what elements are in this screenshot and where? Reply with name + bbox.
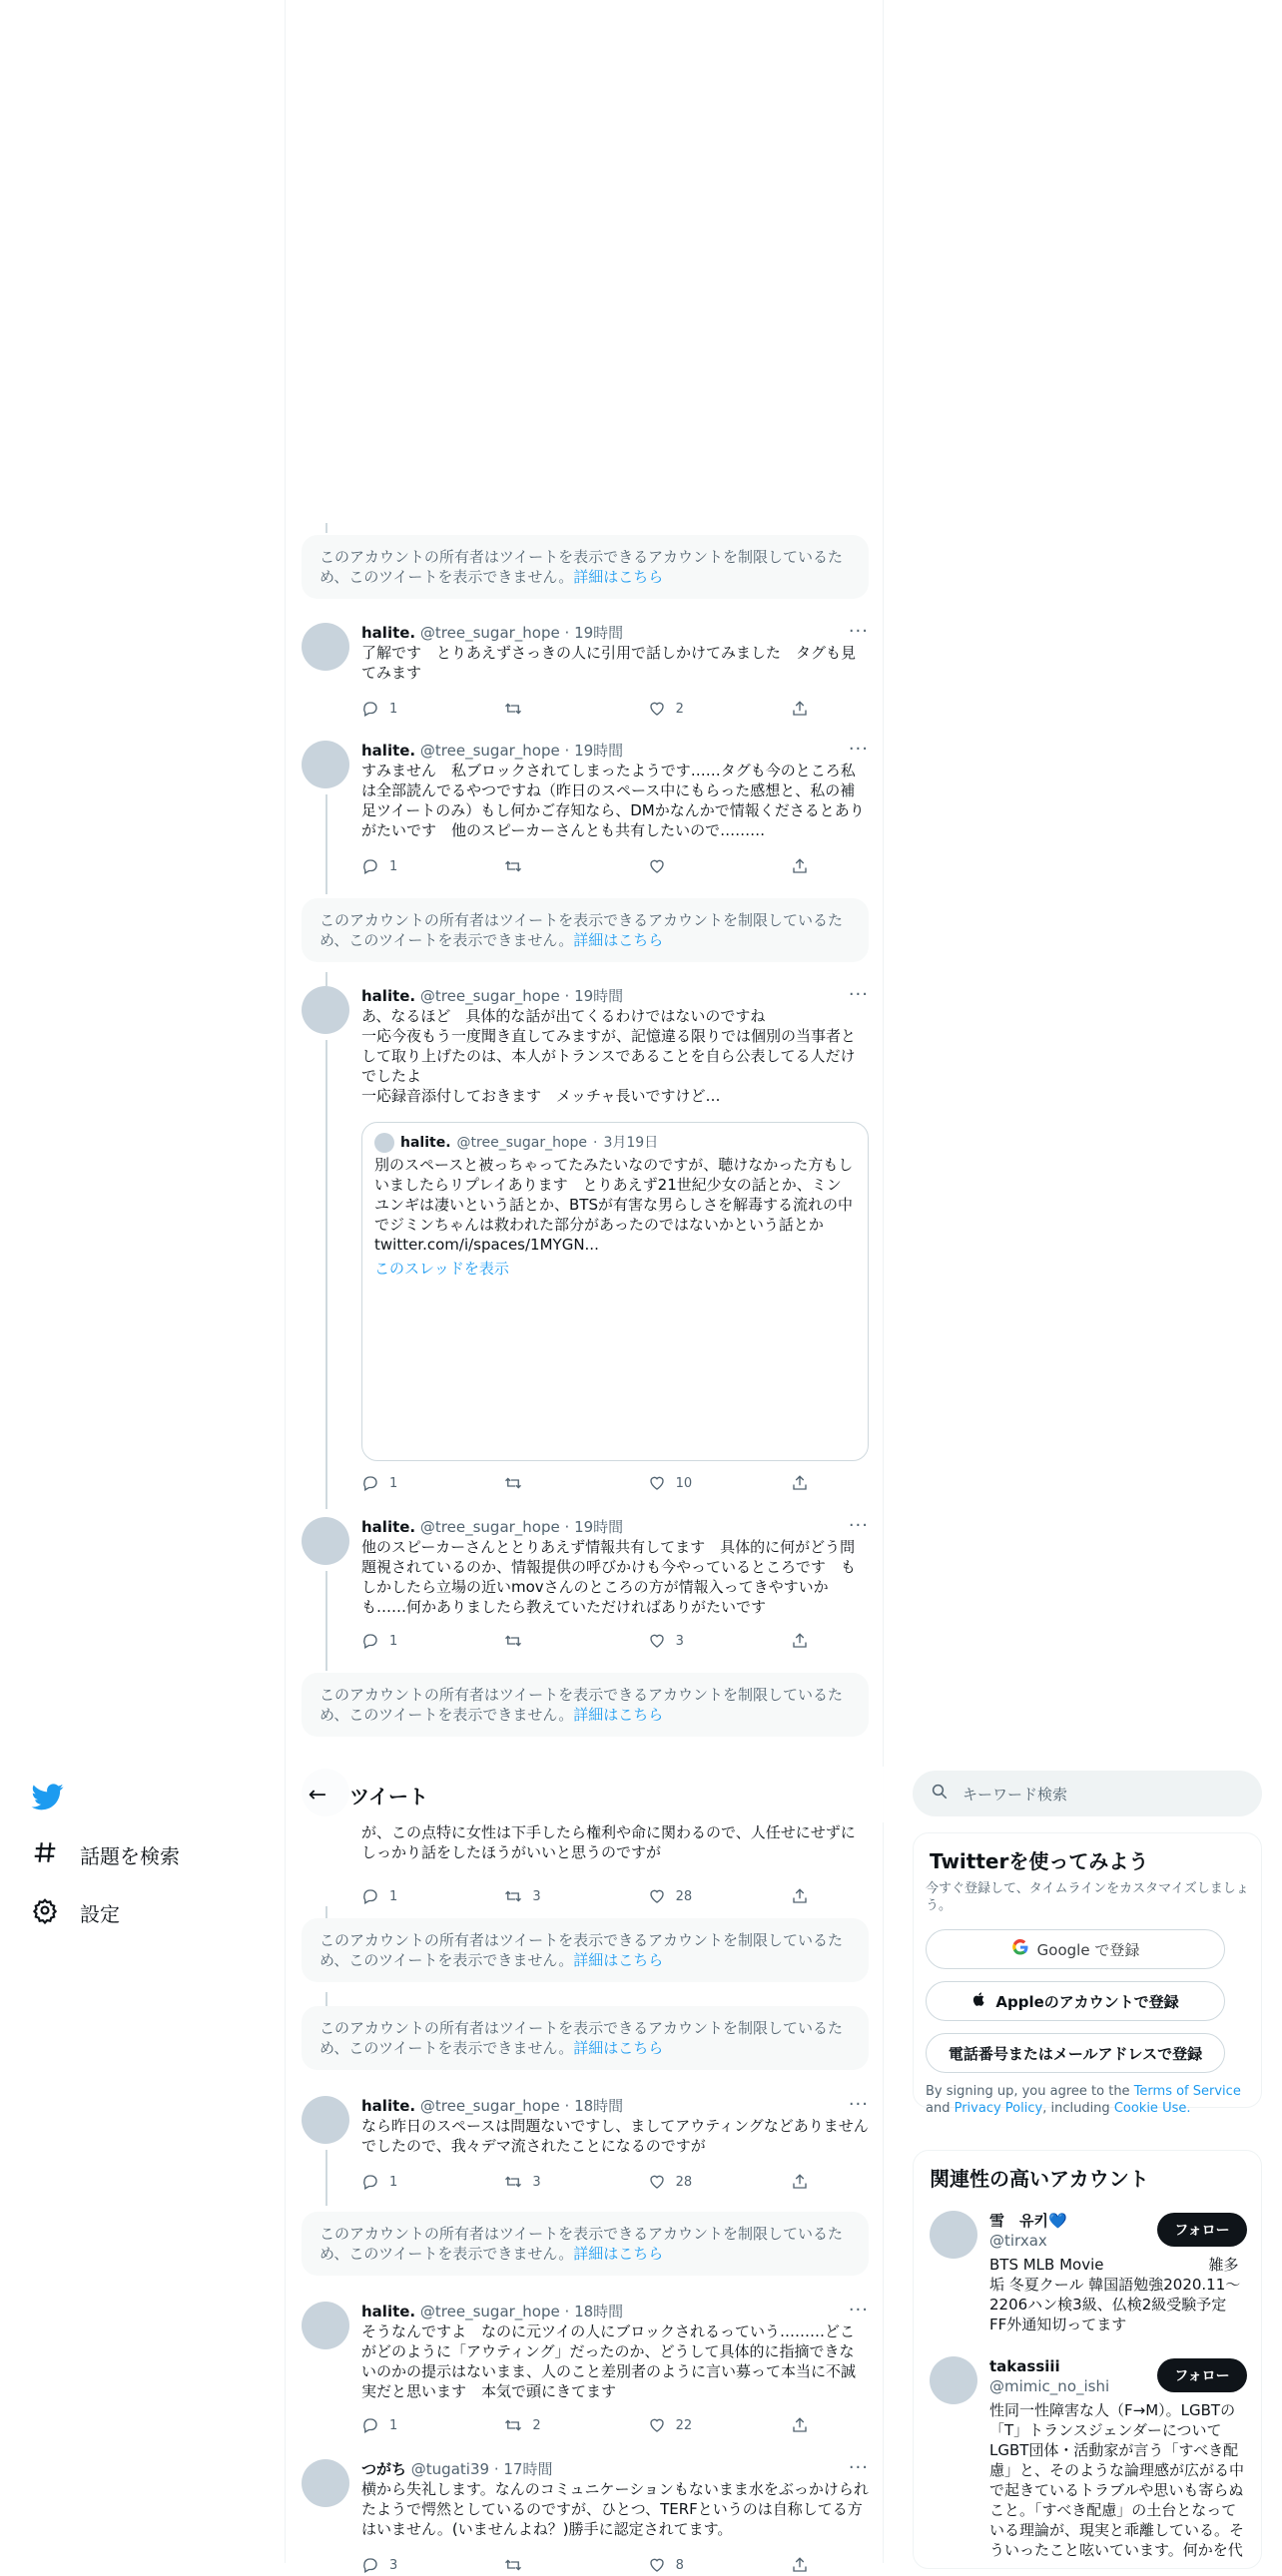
author-name[interactable]: つがち [361, 2460, 407, 2478]
share-icon [791, 857, 809, 875]
author-handle[interactable]: @tree_sugar_hope [419, 987, 560, 1005]
tweet-text: 横から失礼します。なんのコミュニケーションもないまま水をぶっかけられたようで愕然としているのですが、ひとつ、TERFというのは自称してる方はいません。(いませんよね？)勝手に認定されてます。 [361, 2480, 869, 2538]
like-count: 22 [675, 2417, 693, 2433]
more-options-icon[interactable]: ··· [848, 2457, 869, 2478]
hidden-tweet-notice [302, 2006, 869, 2070]
tweet-actions [361, 2415, 811, 2435]
account-name[interactable]: 雪 유키💙 [989, 2212, 1067, 2230]
like-button[interactable] [648, 2555, 748, 2575]
more-options-icon[interactable]: ··· [848, 2300, 869, 2320]
retweet-count: 3 [532, 1888, 541, 1904]
share-icon [791, 1632, 809, 1650]
tweet[interactable] [286, 741, 885, 880]
reply-button[interactable] [361, 2172, 461, 2192]
tweet[interactable] [286, 2457, 885, 2573]
avatar[interactable] [302, 2302, 349, 2349]
show-thread-link[interactable]: このスレッドを表示 [374, 1260, 509, 1278]
privacy-link[interactable]: Privacy Policy [954, 2101, 1043, 2116]
author-handle[interactable]: @tree_sugar_hope [419, 2097, 560, 2115]
apple-icon [971, 1991, 987, 2011]
retweet-icon [504, 1474, 522, 1492]
reply-icon [361, 1887, 379, 1905]
avatar[interactable] [302, 1517, 349, 1565]
avatar[interactable] [302, 2459, 349, 2507]
legal-text: , including [1042, 2101, 1114, 2116]
share-icon [791, 2416, 809, 2434]
like-count: 3 [675, 1633, 684, 1649]
avatar[interactable] [302, 986, 349, 1034]
reply-icon [361, 1632, 379, 1650]
search-placeholder: キーワード検索 [962, 1785, 1068, 1803]
tweet-actions [361, 1886, 811, 1906]
tweet[interactable] [286, 2302, 885, 2441]
reply-icon [361, 857, 379, 875]
notice-text: このアカウントの所有者はツイートを表示できるアカウントを制限しているため、このツイートを表示できません。 [320, 911, 843, 949]
share-button[interactable] [791, 2415, 811, 2435]
like-count: 10 [675, 1475, 693, 1491]
signup-legal-text [926, 2083, 1249, 2117]
tweet-page-header [286, 1767, 885, 1822]
author-handle[interactable]: @tree_sugar_hope [419, 742, 560, 760]
retweet-button[interactable] [504, 2555, 604, 2575]
notice-text: このアカウントの所有者はツイートを表示できるアカウントを制限しているため、このツイートを表示できません。 [320, 548, 843, 586]
reply-icon [361, 1474, 379, 1492]
tweet-time[interactable]: 18時間 [574, 2097, 624, 2115]
avatar[interactable] [302, 2096, 349, 2144]
tweet-header: halite. @tree_sugar_hope · 18時間 [361, 2097, 624, 2115]
reply-icon [361, 2556, 379, 2574]
retweet-count: 2 [532, 2417, 541, 2433]
tweet[interactable] [286, 623, 885, 723]
share-button[interactable] [791, 1886, 811, 1906]
tweet-header: halite. @tree_sugar_hope · 19時間 [361, 742, 624, 760]
signup-subtitle: 今すぐ登録して、タイムラインをカスタマイズしましょう。 [926, 1881, 1249, 1913]
thread-line [325, 794, 327, 894]
avatar[interactable] [930, 2356, 977, 2404]
tweet-actions [361, 1473, 811, 1493]
share-icon [791, 700, 809, 718]
learn-more-link[interactable]: 詳細はこちら [573, 2245, 664, 2263]
like-button[interactable] [648, 699, 748, 719]
hidden-tweet-notice [302, 1918, 869, 1982]
like-count: 28 [675, 2174, 693, 2190]
tweet-text: が、この点特に女性は下手したら権利や命に関わるので、人任せにせずにしっかり話をしたほうがいいと思うのですが [361, 1823, 856, 1861]
related-accounts-panel [913, 2150, 1262, 2569]
heart-icon [648, 2173, 666, 2191]
like-button[interactable] [648, 2172, 748, 2192]
tweet-time[interactable]: 19時間 [574, 987, 624, 1005]
heart-icon [648, 857, 666, 875]
learn-more-link[interactable]: 詳細はこちら [573, 931, 664, 949]
tweet-date: 3月19日 [603, 1135, 659, 1151]
tweet-header: halite. @tree_sugar_hope · 19時間 [361, 987, 624, 1005]
quoted-tweet[interactable] [361, 1122, 869, 1461]
tweet-header: halite. @tree_sugar_hope · 18時間 [361, 2303, 624, 2320]
tweet-header: halite. @tree_sugar_hope · 19時間 [361, 1518, 624, 1536]
share-icon [791, 1887, 809, 1905]
tweet-time[interactable]: 19時間 [574, 624, 624, 642]
reply-count: 3 [389, 2557, 398, 2573]
retweet-icon [504, 1887, 522, 1905]
reply-icon [361, 2416, 379, 2434]
tweet-actions [361, 1631, 811, 1651]
follow-button[interactable]: フォロー [1157, 2213, 1247, 2247]
reply-count: 1 [389, 2174, 398, 2190]
author-handle[interactable]: @tree_sugar_hope [419, 624, 560, 642]
learn-more-link[interactable]: 詳細はこちら [573, 568, 664, 586]
more-options-icon[interactable]: ··· [848, 1515, 869, 1536]
author-name[interactable]: halite. [361, 624, 416, 642]
more-options-icon[interactable]: ··· [848, 984, 869, 1005]
related-account[interactable] [930, 2356, 1247, 2576]
heart-icon [648, 1887, 666, 1905]
retweet-icon [504, 2416, 522, 2434]
tweet-text: 了解です とりあえずさっきの人に引用で話しかけてみました タグも見てみます [361, 644, 857, 682]
avatar[interactable] [930, 2211, 977, 2259]
author-handle: @tree_sugar_hope [456, 1135, 588, 1151]
heart-icon [648, 1474, 666, 1492]
like-count: 2 [675, 701, 684, 717]
legal-text: and [926, 2101, 955, 2116]
learn-more-link[interactable]: 詳細はこちら [573, 1706, 664, 1724]
tweet-actions [361, 699, 811, 719]
phone-email-signup-label: 電話番号またはメールアドレスで登録 [948, 2044, 1203, 2063]
tweet-actions [361, 2172, 811, 2192]
retweet-button[interactable] [504, 856, 604, 876]
like-button[interactable] [648, 2415, 748, 2435]
retweet-icon [504, 857, 522, 875]
account-name[interactable]: takassiii [989, 2357, 1060, 2375]
tweet[interactable] [286, 986, 885, 1495]
retweet-icon [504, 2173, 522, 2191]
author-handle[interactable]: @tugati39 [410, 2460, 490, 2478]
reply-count: 1 [389, 2417, 398, 2433]
cookie-link[interactable]: Cookie Use. [1113, 2101, 1191, 2116]
reply-icon [361, 700, 379, 718]
author-name[interactable]: halite. [361, 987, 416, 1005]
apple-signup-button[interactable] [926, 1981, 1225, 2021]
search-icon [931, 1783, 949, 1804]
tweet-time[interactable]: 18時間 [574, 2303, 624, 2320]
reply-button[interactable] [361, 2555, 461, 2575]
thread-line [325, 1571, 327, 1671]
share-button[interactable] [791, 1631, 811, 1651]
apple-signup-label: Appleのアカウントで登録 [995, 1992, 1179, 2011]
author-handle[interactable]: @tree_sugar_hope [419, 1518, 560, 1536]
like-count: 28 [675, 1888, 693, 1904]
nav-item-explore[interactable] [32, 1832, 180, 1876]
author-name[interactable]: halite. [361, 2303, 416, 2320]
quoted-tweet-text: 別のスペースと被っちゃってたみたいなのですが、聴けなかった方もしいましたらリプレイあります とりあえず21世紀少女の話とか、ミンユンギは凄いという話とか、BTSが有害な男らしさを解毒する流れの中でジミンちゃんは救われた部分があったのではないかという話とか twitter.com/i/spaces/1MYGN... [374, 1156, 854, 1254]
thread-line [325, 1040, 327, 1509]
share-button[interactable] [791, 2555, 811, 2575]
thread-line [325, 1906, 327, 1918]
hidden-tweet-notice [302, 898, 869, 962]
reply-button[interactable] [361, 1886, 461, 1906]
like-count: 8 [675, 2557, 684, 2573]
account-handle[interactable]: @mimic_no_ishi [989, 2377, 1110, 2395]
tweet-actions [361, 856, 811, 876]
twitter-bird-icon[interactable] [32, 1781, 64, 1812]
learn-more-link[interactable]: 詳細はこちら [573, 2039, 664, 2057]
avatar [374, 1133, 394, 1153]
tweet-time[interactable]: 19時間 [574, 742, 624, 760]
hashtag-icon [32, 1839, 58, 1870]
page-title: ツイート [349, 1784, 428, 1808]
retweet-icon [504, 1632, 522, 1650]
author-name[interactable]: halite. [361, 742, 416, 760]
retweet-button[interactable] [504, 699, 604, 719]
share-button[interactable] [791, 1473, 811, 1493]
tweet-text: 他のスピーカーさんととりあえず情報共有してます 具体的に何がどう問題視されているのか、情報提供の呼びかけも今やっているところです もしかしたら立場の近いmovさんのところの方が情報入ってきやすいかも……何かありましたら教えていただければありがたいです [361, 1538, 856, 1616]
tweet-time[interactable]: 17時間 [503, 2460, 553, 2478]
tweet-header: halite. @tree_sugar_hope · 19時間 [361, 624, 624, 642]
main-column [285, 0, 884, 2573]
reply-count: 1 [389, 858, 398, 874]
share-icon [791, 2556, 809, 2574]
avatar[interactable] [302, 623, 349, 671]
tweet-text: なら昨日のスペースは問題ないですし、ましてアウティングなどありませんでしたので、我々デマ流されたことになるのですが [361, 2117, 869, 2155]
signup-panel [913, 1832, 1262, 2116]
reply-button[interactable] [361, 699, 461, 719]
nav-item-label: 話題を検索 [80, 1843, 180, 1868]
heart-icon [648, 1632, 666, 1650]
like-button[interactable] [648, 1473, 748, 1493]
author-name: halite. [400, 1135, 451, 1151]
reply-button[interactable] [361, 856, 461, 876]
author-name[interactable]: halite. [361, 2097, 416, 2115]
thread-line [325, 972, 327, 986]
related-accounts-title: 関連性の高いアカウント [930, 2167, 1149, 2191]
tweet-text: そうなんですよ なのに元ツイの人にブロックされるっていう………どこがどのように「アウティング」だったのか、どうして具体的に指摘できないのかの提示はないまま、人のこと差別者のように言い募って本当に不誠実だと思います 本気で頭にきてます [361, 2322, 857, 2400]
like-button[interactable] [648, 1886, 748, 1906]
share-button[interactable] [791, 856, 811, 876]
thread-line [325, 1992, 327, 2006]
search-box[interactable] [913, 1771, 1262, 1816]
notice-text: このアカウントの所有者はツイートを表示できるアカウントを制限しているため、このツイートを表示できません。 [320, 2019, 843, 2057]
heart-icon [648, 2556, 666, 2574]
retweet-icon [504, 2556, 522, 2574]
reply-button[interactable] [361, 2415, 461, 2435]
heart-icon [648, 700, 666, 718]
share-button[interactable] [791, 2172, 811, 2192]
share-button[interactable] [791, 699, 811, 719]
share-icon [791, 2173, 809, 2191]
signup-title: Twitterを使ってみよう [930, 1849, 1149, 1873]
heart-icon [648, 2416, 666, 2434]
author-handle[interactable]: @tree_sugar_hope [419, 2303, 560, 2320]
tweet-header: つがち @tugati39 · 17時間 [361, 2460, 553, 2478]
author-name[interactable]: halite. [361, 1518, 416, 1536]
notice-text: このアカウントの所有者はツイートを表示できるアカウントを制限しているため、このツイートを表示できません。 [320, 2225, 843, 2263]
retweet-button[interactable] [504, 2415, 604, 2435]
account-bio: 性同一性障害な人（F→M）。LGBTの「T」トランスジェンダーについてLGBT団体・活動家が言う「すべき配慮」と、そのような論理感が広がる中で起きているトラブルや思いも寄らぬこと。「すべき配慮」の土台となっている理論が、現実と乖離している。そういったこと呟いています。何かを代 [989, 2401, 1245, 2559]
like-button[interactable] [648, 856, 748, 876]
google-icon [1011, 1938, 1029, 1960]
reply-count: 1 [389, 701, 398, 717]
legal-text: By signing up, you agree to the [926, 2084, 1134, 2099]
reply-button[interactable] [361, 1473, 461, 1493]
reply-count: 1 [389, 1888, 398, 1904]
google-signup-label: Google で登録 [1036, 1940, 1140, 1959]
retweet-icon [504, 700, 522, 718]
account-bio: BTS MLB Movie 雑多垢 冬夏クール 韓国語勉強2020.11〜2206ハン検3級、仏検2級受験予定 FF外通知切ってます [989, 2256, 1241, 2333]
reply-icon [361, 2173, 379, 2191]
more-options-icon[interactable]: ··· [848, 621, 869, 642]
terms-link[interactable]: Terms of Service [1133, 2084, 1241, 2099]
thread-line [325, 2150, 327, 2206]
reply-count: 1 [389, 1633, 398, 1649]
follow-button[interactable]: フォロー [1157, 2358, 1247, 2392]
retweet-count: 3 [532, 2174, 541, 2190]
tweet[interactable] [286, 2096, 885, 2196]
more-options-icon[interactable]: ··· [848, 739, 869, 760]
retweet-button[interactable] [504, 1631, 604, 1651]
retweet-button[interactable] [504, 2172, 604, 2192]
hidden-tweet-notice [302, 535, 869, 599]
google-signup-button[interactable] [926, 1929, 1225, 1969]
gear-icon [32, 1897, 58, 1928]
account-handle[interactable]: @tirxax [989, 2232, 1047, 2250]
arrow-left-icon[interactable]: ← [308, 1782, 327, 1807]
learn-more-link[interactable]: 詳細はこちら [573, 1951, 664, 1969]
retweet-button[interactable] [504, 1886, 604, 1906]
avatar[interactable] [302, 741, 349, 788]
phone-email-signup-button[interactable] [926, 2033, 1225, 2073]
tweet[interactable] [286, 1517, 885, 1647]
hidden-tweet-notice [302, 1673, 869, 1737]
related-account[interactable] [930, 2211, 1247, 2350]
quoted-tweet-header: halite. @tree_sugar_hope · 3月19日 [374, 1133, 856, 1153]
tweet-actions [361, 2555, 811, 2575]
reply-count: 1 [389, 1475, 398, 1491]
tweet-text: すみません 私ブロックされてしまったようです……タグも今のところ私は全部読んでるやつですね（昨日のスペース中にもらった感想と、私の補足ツイートのみ）もし何かご存知なら、DMかなんかで情報くださるとありがたいです 他のスピーカーさんとも共有したいので……… [361, 762, 865, 839]
nav-item-settings[interactable] [32, 1890, 120, 1934]
tweet-time[interactable]: 19時間 [574, 1518, 624, 1536]
more-options-icon[interactable]: ··· [848, 2094, 869, 2115]
notice-text: このアカウントの所有者はツイートを表示できるアカウントを制限しているため、このツイートを表示できません。 [320, 1931, 843, 1969]
share-icon [791, 1474, 809, 1492]
thread-line [325, 523, 327, 533]
notice-text: このアカウントの所有者はツイートを表示できるアカウントを制限しているため、このツイートを表示できません。 [320, 1686, 843, 1724]
reply-button[interactable] [361, 1631, 461, 1651]
retweet-button[interactable] [504, 1473, 604, 1493]
hidden-tweet-notice [302, 2212, 869, 2276]
tweet-text: あ、なるほど 具体的な話が出てくるわけではないのですね 一応今夜もう一度聞き直してみますが、記憶違る限りでは個別の当事者として取り上げたのは、本人がトランスであることを自ら公表してる人だけでしたよ 一応録音添付しておきます メッチャ長いですけど… [361, 1007, 857, 1105]
like-button[interactable] [648, 1631, 748, 1651]
nav-item-label: 設定 [80, 1901, 120, 1926]
